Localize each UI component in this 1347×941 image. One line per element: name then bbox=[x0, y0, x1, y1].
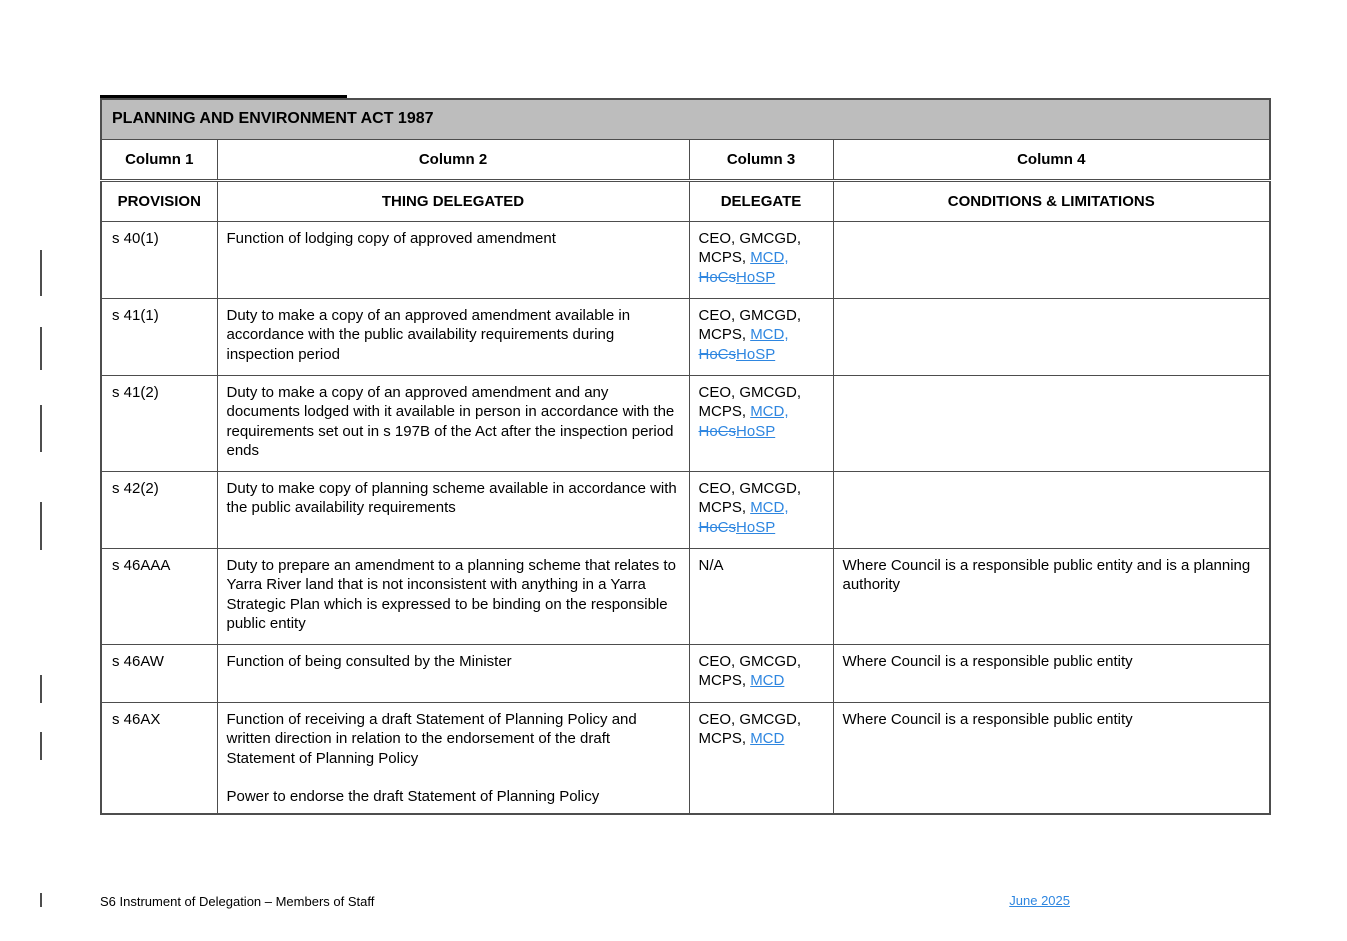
thing-delegated-paragraph: Function of receiving a draft Statement of Planning Policy and written direction in relation to the endorsement of the draft Statement of Planning Policy bbox=[226, 710, 637, 767]
deleted-text: HoCs bbox=[698, 345, 737, 363]
delegation-table bbox=[100, 98, 1271, 815]
column-header-2: Column 2 bbox=[217, 139, 689, 180]
delegate-cell bbox=[689, 375, 833, 471]
table-row bbox=[101, 548, 1270, 644]
thing-delegated-paragraph: Function of being consulted by the Minister bbox=[226, 652, 512, 670]
table-row bbox=[101, 375, 1270, 471]
thing-delegated-paragraph: Function of lodging copy of approved amendment bbox=[226, 229, 556, 247]
thing-delegated-cell bbox=[217, 471, 689, 548]
delegate-text: N/A bbox=[698, 556, 724, 574]
act-title: PLANNING AND ENVIRONMENT ACT 1987 bbox=[101, 99, 1270, 139]
column-header-1: Column 1 bbox=[101, 139, 217, 180]
delegate-text: CEO, GMCGD, MCPS, bbox=[698, 229, 802, 266]
condition-paragraph: Where Council is a responsible public entity bbox=[842, 710, 1133, 728]
provision-cell: s 40(1) bbox=[101, 221, 217, 298]
field-header-conditions: CONDITIONS & LIMITATIONS bbox=[833, 180, 1270, 221]
thing-delegated-paragraph: Power to endorse the draft Statement of Planning Policy bbox=[226, 788, 600, 805]
revision-bar bbox=[40, 675, 42, 703]
inserted-text: HoSP bbox=[736, 345, 776, 363]
delegate-cell bbox=[689, 471, 833, 548]
field-header-row bbox=[101, 180, 1270, 221]
field-header-thing-delegated: THING DELEGATED bbox=[217, 180, 689, 221]
conditions-cell bbox=[833, 548, 1270, 644]
inserted-text: MCD, bbox=[750, 403, 789, 420]
field-header-delegate: DELEGATE bbox=[689, 180, 833, 221]
revision-bar bbox=[40, 893, 42, 907]
deleted-text: HoCs bbox=[698, 518, 737, 536]
provision-cell: s 46AX bbox=[101, 702, 217, 814]
delegate-cell bbox=[689, 548, 833, 644]
column-header-row bbox=[101, 139, 1270, 180]
table-row bbox=[101, 644, 1270, 702]
table-row bbox=[101, 298, 1270, 375]
thing-delegated-paragraph: Duty to make copy of planning scheme available in accordance with the public availability requirements bbox=[226, 479, 677, 516]
delegate-cell bbox=[689, 644, 833, 702]
inserted-text: HoSP bbox=[736, 422, 776, 440]
thing-delegated-cell bbox=[217, 298, 689, 375]
provision-cell: s 46AAA bbox=[101, 548, 217, 644]
conditions-cell bbox=[833, 702, 1270, 814]
delegate-cell bbox=[689, 702, 833, 814]
provision-cell: s 41(1) bbox=[101, 298, 217, 375]
conditions-cell bbox=[833, 221, 1270, 298]
column-header-4: Column 4 bbox=[833, 139, 1270, 180]
thing-delegated-paragraph: Duty to prepare an amendment to a planning scheme that relates to Yarra River land that is not inconsistent with anything in a Yarra Strategic Plan which is expressed to be binding on the responsible public entity bbox=[226, 556, 676, 632]
thing-delegated-cell bbox=[217, 548, 689, 644]
delegate-text: CEO, GMCGD, MCPS, bbox=[698, 383, 802, 420]
conditions-cell bbox=[833, 298, 1270, 375]
delegate-text: CEO, GMCGD, MCPS, bbox=[698, 652, 802, 689]
conditions-cell bbox=[833, 375, 1270, 471]
footer-date-link[interactable]: June 2025 bbox=[1009, 893, 1070, 908]
thing-delegated-cell bbox=[217, 702, 689, 814]
act-title-row bbox=[101, 99, 1270, 139]
revision-bar bbox=[40, 250, 42, 296]
provision-cell: s 46AW bbox=[101, 644, 217, 702]
thing-delegated-cell bbox=[217, 644, 689, 702]
condition-paragraph: Where Council is a responsible public entity bbox=[842, 652, 1133, 670]
table-row bbox=[101, 221, 1270, 298]
inserted-text: MCD, bbox=[750, 499, 789, 516]
table-body bbox=[101, 221, 1270, 814]
provision-cell: s 42(2) bbox=[101, 471, 217, 548]
thing-delegated-cell bbox=[217, 375, 689, 471]
revision-bar bbox=[40, 732, 42, 760]
revision-bar bbox=[40, 502, 42, 550]
field-header-provision: PROVISION bbox=[101, 180, 217, 221]
delegate-text: CEO, GMCGD, MCPS, bbox=[698, 710, 802, 747]
inserted-text: MCD, bbox=[750, 326, 789, 343]
delegate-text: CEO, GMCGD, MCPS, bbox=[698, 479, 802, 516]
thing-delegated-paragraph: Duty to make a copy of an approved amendment and any documents lodged with it available in person in accordance with the requirements set out in s 197B of the Act after the inspection period ends bbox=[226, 383, 675, 459]
deleted-text: HoCs bbox=[698, 268, 737, 286]
conditions-cell bbox=[833, 471, 1270, 548]
inserted-text: MCD bbox=[750, 730, 785, 747]
inserted-text: HoSP bbox=[736, 268, 776, 286]
revision-bar bbox=[40, 405, 42, 452]
inserted-text: HoSP bbox=[736, 518, 776, 536]
thing-delegated-paragraph: Duty to make a copy of an approved amendment available in accordance with the public availability requirements during inspection period bbox=[226, 306, 631, 363]
provision-cell: s 41(2) bbox=[101, 375, 217, 471]
table-row bbox=[101, 471, 1270, 548]
revision-bar bbox=[40, 327, 42, 370]
delegate-cell bbox=[689, 298, 833, 375]
thing-delegated-cell bbox=[217, 221, 689, 298]
inserted-text: MCD bbox=[750, 672, 785, 689]
inserted-text: MCD, bbox=[750, 249, 789, 266]
column-header-3: Column 3 bbox=[689, 139, 833, 180]
table-row bbox=[101, 702, 1270, 814]
condition-paragraph: Where Council is a responsible public entity and is a planning authority bbox=[842, 556, 1251, 593]
deleted-text: HoCs bbox=[698, 422, 737, 440]
delegate-text: CEO, GMCGD, MCPS, bbox=[698, 306, 802, 343]
conditions-cell bbox=[833, 644, 1270, 702]
footer-document-title: S6 Instrument of Delegation – Members of Staff bbox=[100, 894, 375, 909]
delegate-cell bbox=[689, 221, 833, 298]
